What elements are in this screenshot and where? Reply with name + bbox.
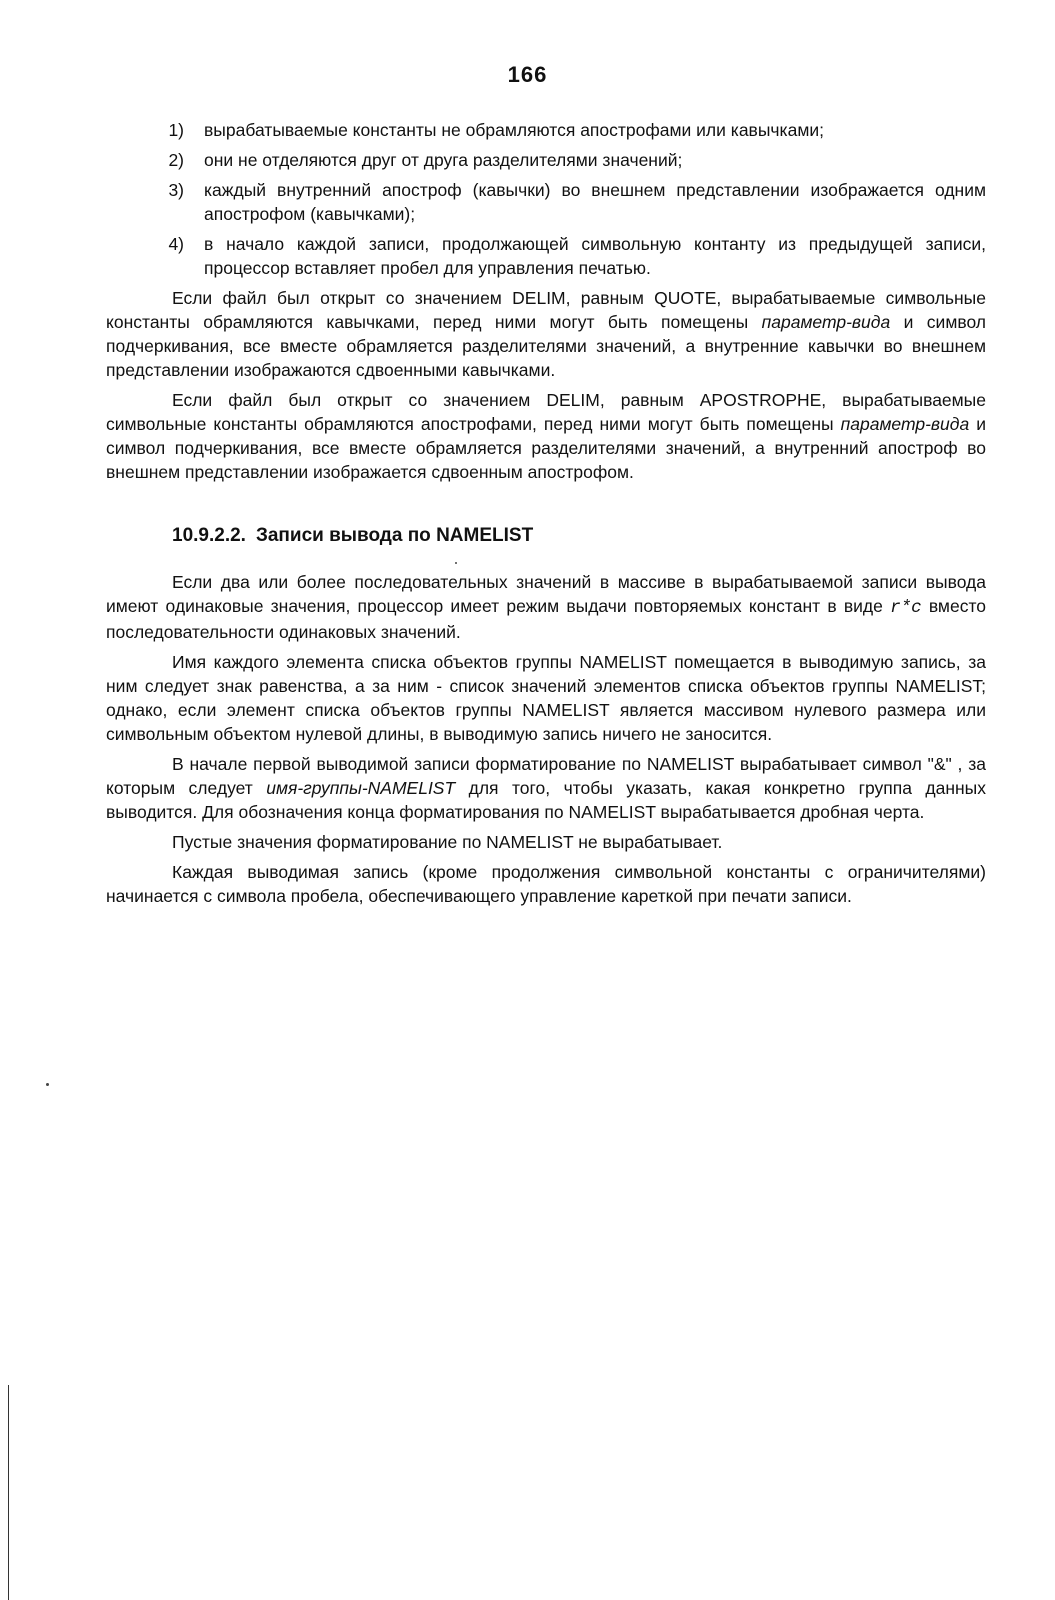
text-run: вместо последовательности одинаковых значений. bbox=[106, 596, 986, 642]
list-item-text: каждый внутренний апостроф (кавычки) во внешнем представлении изображается одним апострофом (кавычками); bbox=[204, 180, 986, 224]
list-item-number: 1) bbox=[168, 120, 184, 140]
text-run: Если файл был открыт со значением DELIM, равным QUOTE, вырабатываемые символьные константы обрамляются кавычками, перед ними могут быть помещены bbox=[106, 288, 986, 332]
scan-speck bbox=[455, 562, 457, 564]
list-item-text: они не отделяются друг от друга разделителями значений; bbox=[204, 150, 683, 170]
rules-list bbox=[106, 118, 986, 280]
text-run: В начале первой выводимой записи форматирование по NAMELIST вырабатывает символ "&" , за которым следует bbox=[106, 754, 986, 798]
paragraph-delim-apostrophe bbox=[106, 388, 986, 484]
italic-term: параметр-вида bbox=[840, 414, 970, 434]
list-item bbox=[106, 178, 986, 226]
paragraph-start bbox=[106, 752, 986, 824]
list-item bbox=[106, 232, 986, 280]
scan-speck bbox=[46, 1083, 49, 1086]
page-number: 166 bbox=[507, 62, 548, 87]
section-number: 10.9.2.2. bbox=[172, 525, 246, 546]
paragraph-delim-quote bbox=[106, 286, 986, 382]
list-item bbox=[106, 118, 986, 142]
paragraph-repeat-constants bbox=[106, 570, 986, 644]
list-item-text: в начало каждой записи, продолжающей символьную контанту из предыдущей записи, процессор вставляет пробел для управления печатью. bbox=[204, 234, 986, 278]
section-title: Записи вывода по NAMELIST bbox=[255, 525, 534, 546]
paragraph-each-record: Каждая выводимая запись (кроме продолжения символьной константы с ограничителями) начинается с символа пробела, обеспечивающего управление кареткой при печати записи. bbox=[106, 862, 986, 906]
list-item-text: вырабатываемые константы не обрамляются апострофами или кавычками; bbox=[204, 120, 824, 140]
paragraph-empty-values: Пустые значения форматирование по NAMELIST не вырабатывает. bbox=[172, 832, 723, 852]
scan-margin-line bbox=[8, 1385, 9, 1600]
list-item bbox=[106, 148, 986, 172]
text-run: и символ подчеркивания, все вместе обрамляется разделителями значений, а внутренний апостроф во внешнем представлении изображается сдвоенным апострофом. bbox=[106, 414, 986, 482]
section-heading bbox=[172, 524, 986, 548]
list-item-number: 4) bbox=[168, 234, 184, 254]
list-item-number: 3) bbox=[168, 180, 184, 200]
italic-term: параметр-вида bbox=[761, 312, 891, 332]
text-run: для того, чтобы указать, какая конкретно группа данных выводится. Для обозначения конца форматирования по NAMELIST вырабатывается дробная черта. bbox=[106, 778, 986, 822]
italic-term: имя-группы-NAMELIST bbox=[266, 778, 456, 798]
text-run: и символ подчеркивания, все вместе обрамляется разделителями значений, а внутренние кавычки во внешнем представлении изображаются сдвоенными кавычками. bbox=[106, 312, 987, 380]
list-item-number: 2) bbox=[168, 150, 184, 170]
code-term: r*c bbox=[890, 598, 922, 618]
text-run: Если файл был открыт со значением DELIM, равным APOSTROPHE, вырабатываемые символьные константы обрамляются апострофами, перед ними могут быть помещены bbox=[106, 390, 986, 434]
text-run: Если два или более последовательных значений в массиве в вырабатываемой записи вывода имеют одинаковые значения, процессор имеет режим выдачи повторяемых констант в виде bbox=[106, 572, 986, 616]
page-content bbox=[106, 118, 986, 914]
paragraph-names: Имя каждого элемента списка объектов группы NAMELIST помещается в выводимую запись, за ним следует знак равенства, а за ним - список значений элементов списка объектов группы NAMELIST; однако, если элемент списка объектов группы NAMELIST является массивом нулевого размера или символьным объектом нулевой длины, в выводимую запись ничего не заносится. bbox=[106, 652, 986, 744]
